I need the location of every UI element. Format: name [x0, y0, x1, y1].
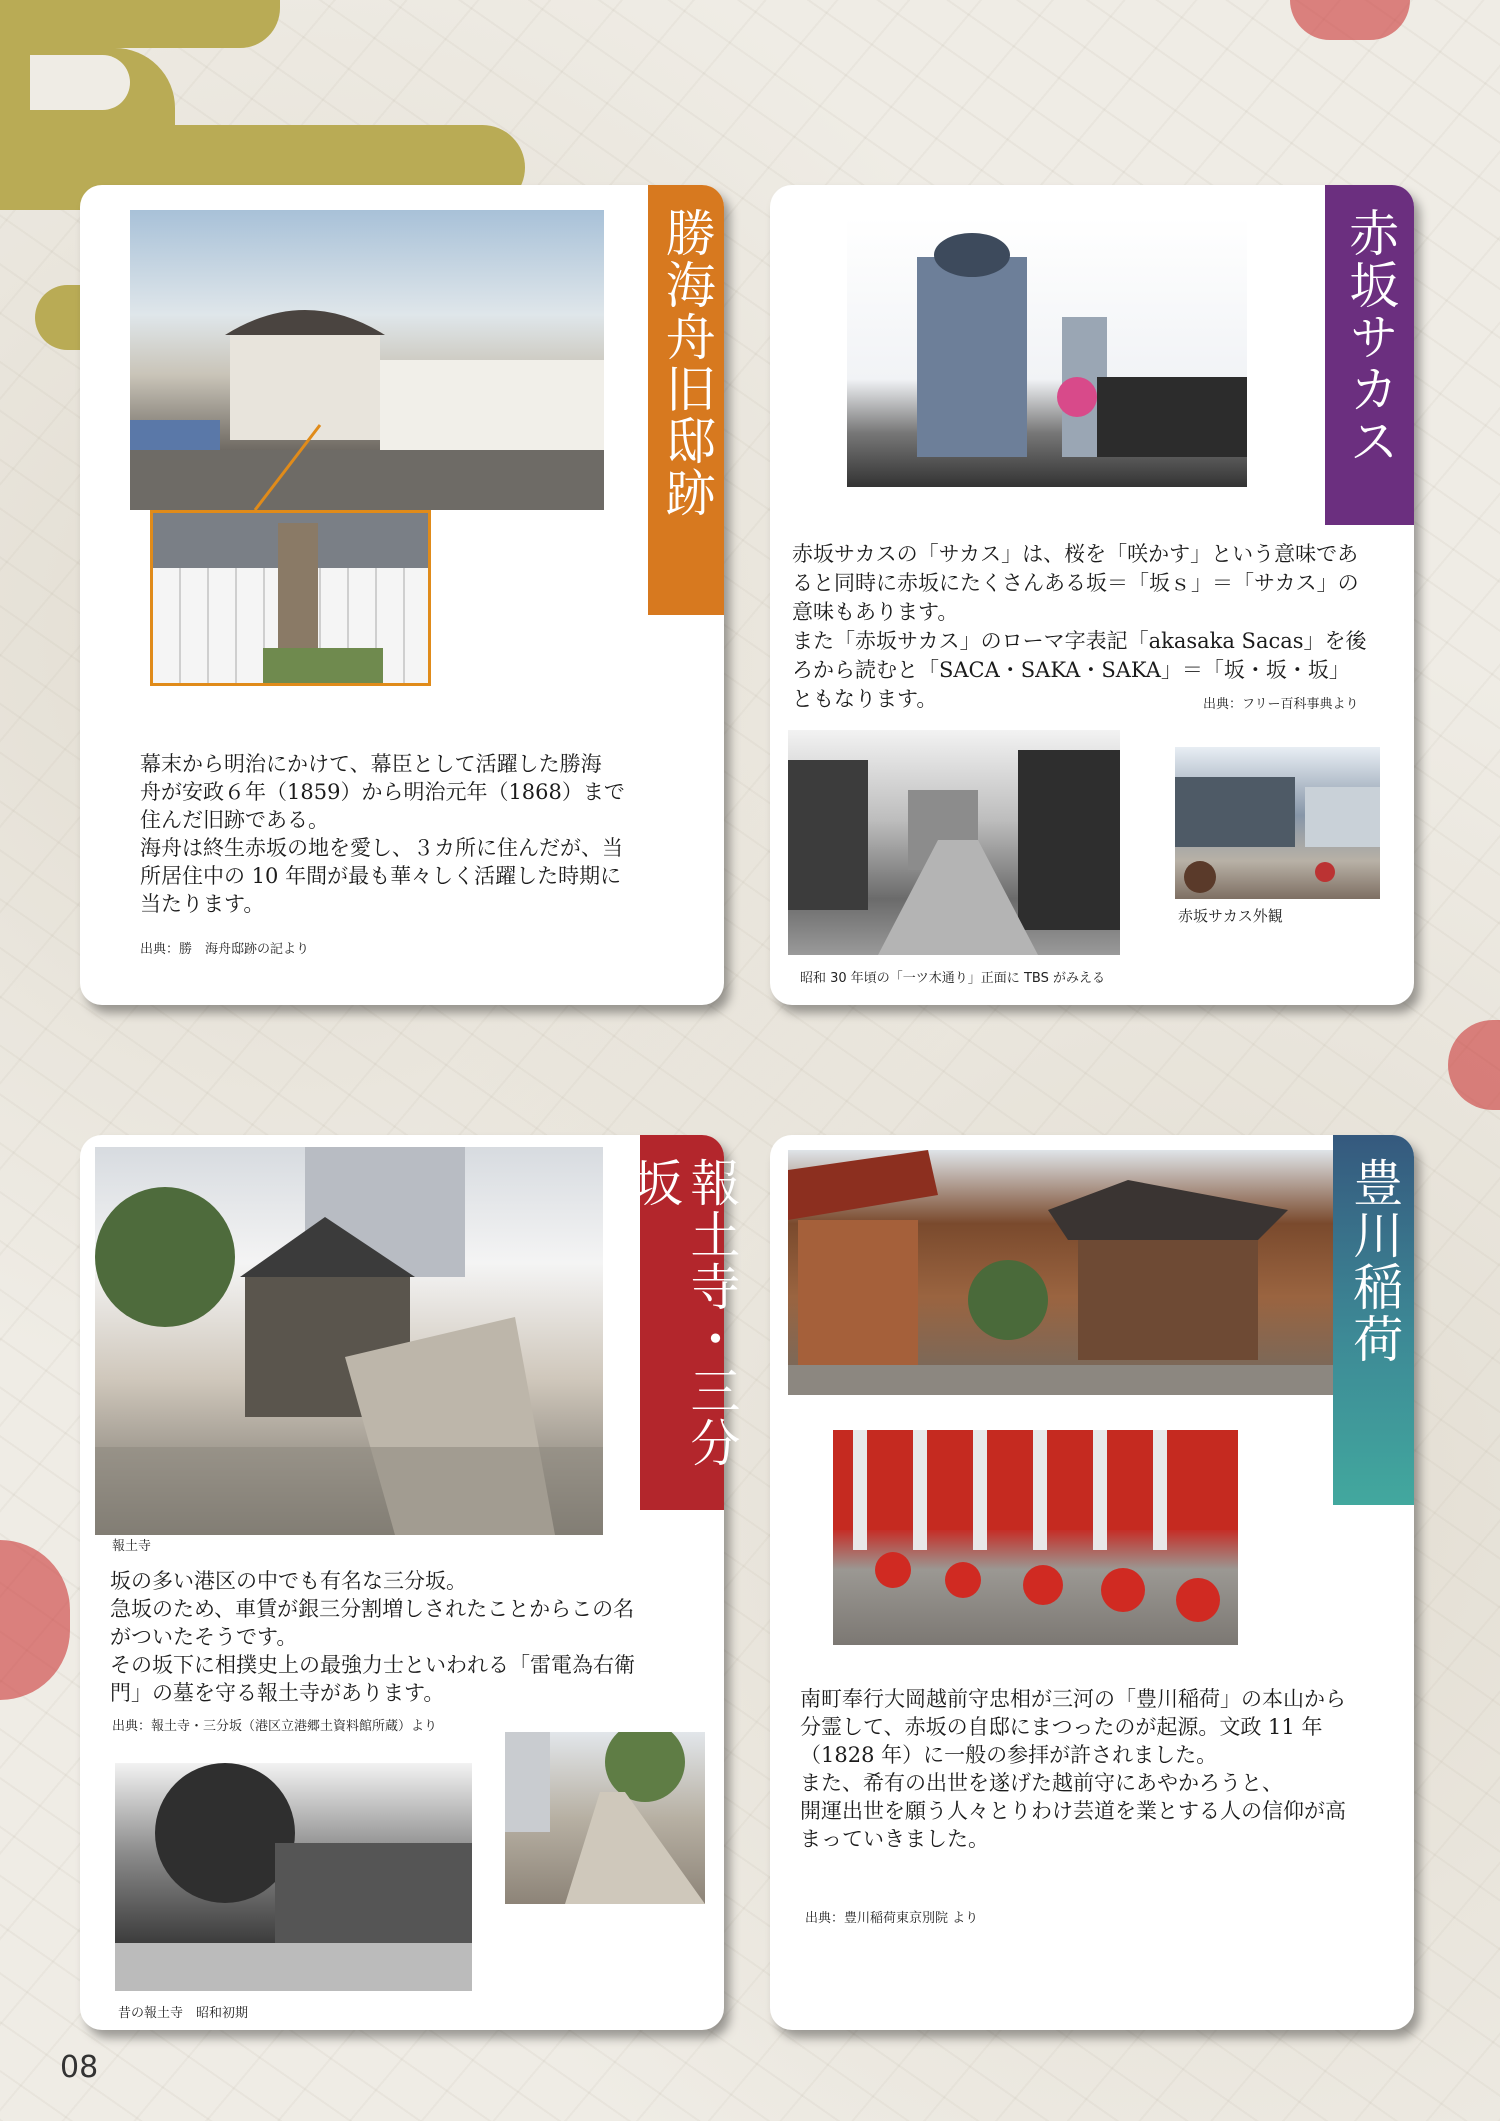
title-katsu: 勝海舟旧邸跡: [648, 185, 724, 615]
source-toyokawa: 出典：豊川稲荷東京別院 より: [805, 1911, 979, 1926]
caption-hodoji-old: 昔の報土寺 昭和初期: [118, 2006, 249, 2021]
caption-sacas-old: 昭和 30 年頃の「一ツ木通り」正面に TBS がみえる: [800, 971, 1105, 986]
exterior-illustration: [1175, 747, 1380, 899]
old-temple-illustration: [115, 1763, 472, 1991]
body-hodoji: 坂の多い港区の中でも有名な三分坂。 急坂のため、車賃が銀三分割増しされたことからこの名 がついたそうです。 その坂下に相撲史上の最強力士といわれる「雷電為右衛 門」の墓を守る報土寺があります。: [110, 1569, 635, 1705]
photo-toyokawa-shrine: [788, 1150, 1333, 1395]
source-hodoji: 出典：報土寺・三分坂（港区立港郷土資料館所蔵）より: [112, 1719, 438, 1734]
body-toyokawa: 南町奉行大岡越前守忠相が三河の「豊川稲荷」の本山から 分霊して、赤坂の自邸にまつったのが起源。文政 11 年 （1828 年）に一般の参拝が許されました。 また、希有の出世を遂げた越前守にあやかろうと、 開運出世を願う人々とりわけ芸道を業とする人の信仰が高 まっていきました。: [800, 1687, 1346, 1851]
gold-band-cut: [30, 55, 130, 110]
source-katsu: 出典：勝 海舟邸跡の記より: [140, 942, 310, 957]
monument-illustration: [153, 513, 428, 683]
title-toyokawa: 豊川稲荷: [1333, 1135, 1414, 1505]
photo-tbs-building: [847, 217, 1247, 487]
card-katsu: [80, 185, 724, 1005]
page-number: 08: [60, 2050, 99, 2085]
photo-hodoji-temple: [95, 1147, 603, 1535]
photo-katsu-monument: [150, 510, 431, 686]
card-toyokawa: [770, 1135, 1414, 2030]
title-hodoji: 報土寺・三分坂: [640, 1135, 724, 1510]
title-sacas: 赤坂サカス: [1325, 185, 1414, 525]
fox-illustration: [833, 1430, 1238, 1645]
house-illustration: [130, 210, 604, 510]
body-katsu: 幕末から明治にかけて、幕臣として活躍した勝海 舟が安政６年（1859）から明治元年（1868）まで 住んだ旧跡である。 海舟は終生赤坂の地を愛し、３カ所に住んだが、当 所居住中の 10 年間が最も華々しく活躍した時期に 当たります。: [140, 752, 625, 916]
tbs-illustration: [847, 217, 1247, 487]
photo-katsu-house: [130, 210, 604, 510]
shrine-illustration: [788, 1150, 1333, 1395]
photo-hitotsugi-street-old: [788, 730, 1120, 955]
gold-band: [0, 0, 280, 48]
temple-illustration: [95, 1147, 603, 1535]
card-hodoji: [80, 1135, 741, 2030]
photo-sanbunzaka-slope: [505, 1732, 705, 1904]
card-sacas: [770, 185, 1414, 1005]
street-illustration: [788, 730, 1120, 955]
source-sacas: 出典：フリー百科事典より: [1203, 697, 1359, 712]
photo-fox-statues: [833, 1430, 1238, 1645]
body-sacas: 赤坂サカスの「サカス」は、桜を「咲かす」という意味であ ると同時に赤坂にたくさんある坂＝「坂ｓ」＝「サカス」の 意味もあります。 また「赤坂サカス」のローマ字表記「akasaka Sacas」を後 ろから読むと「SACA・SAKA・SAKA」＝「坂・坂・坂」 ともなります。: [792, 542, 1367, 711]
photo-hodoji-old: [115, 1763, 472, 1991]
caption-sacas-exterior: 赤坂サカス外観: [1178, 907, 1283, 925]
slope-illustration: [505, 1732, 705, 1904]
caption-hodoji: 報土寺: [112, 1539, 152, 1554]
photo-sacas-exterior: [1175, 747, 1380, 899]
